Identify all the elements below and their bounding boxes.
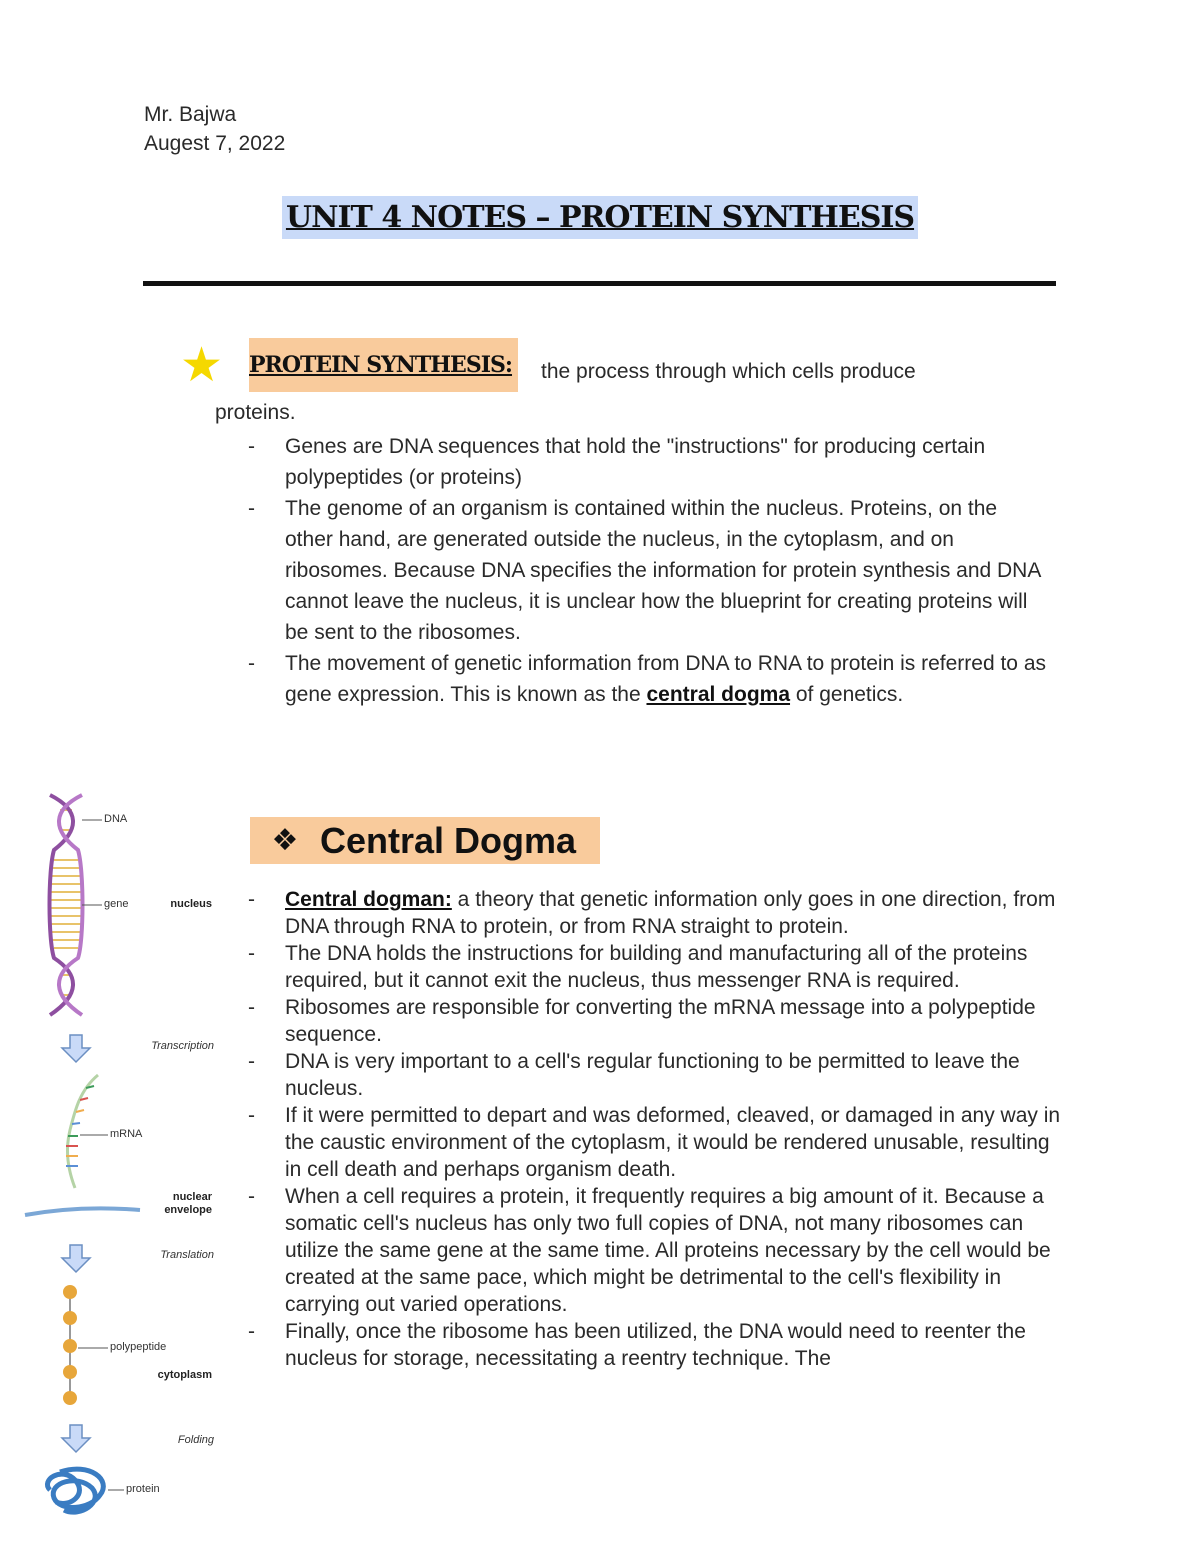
list-item: - Genes are DNA sequences that hold the "instructions" for producing certain polypeptides (or proteins) (248, 431, 1048, 493)
heading-text: Central Dogma (320, 819, 577, 861)
list-item: - The DNA holds the instructions for building and manufacturing all of the proteins required, but it cannot exit the nucleus, thus messenger RNA is required. (248, 940, 1068, 994)
star-icon: ★ (180, 339, 224, 392)
list-item (248, 648, 1048, 710)
gene-label: gene (104, 898, 129, 910)
nuclear-envelope-label (140, 1191, 212, 1217)
mrna-label: mRNA (110, 1128, 143, 1140)
protein-synthesis-term: PROTEIN SYNTHESIS: (249, 338, 518, 392)
central-dogma-term: central dogma (646, 683, 791, 706)
list-item (248, 886, 1068, 940)
nucleus-label: nucleus (170, 898, 212, 910)
down-arrow-icon (62, 1425, 90, 1452)
list-item: - Ribosomes are responsible for converting the mRNA message into a polypeptide sequence. (248, 994, 1068, 1048)
nuclear-envelope-label-line2: envelope (164, 1204, 212, 1216)
list-item: - The genome of an organism is contained within the nucleus. Proteins, on the other hand, are generated outside the nucleus, in the cytoplasm, and on ribosomes. Because DNA specifies the information for protein synthesis and DNA cannot leave the nucleus, it is unclear how the blueprint for creating proteins will be sent to the ribosomes. (248, 493, 1048, 648)
central-dogma-figure (20, 790, 230, 1530)
bullet-text: a theory that genetic information only goes in one direction, from DNA through RNA to protein, or from RNA straight to protein. (285, 888, 1056, 938)
bullet-text: The movement of genetic information from DNA to RNA to protein is referred to as gene expression. This is known as the (285, 652, 1047, 706)
polypeptide-label: polypeptide (110, 1341, 167, 1353)
central-dogma-bullets (248, 886, 1068, 1372)
bullet-text: of genetics. (790, 683, 904, 706)
list-item: - DNA is very important to a cell's regular functioning to be permitted to leave the nucleus. (248, 1048, 1068, 1102)
folding-label: Folding (177, 1434, 214, 1446)
central-dogman-term: Central dogman: (285, 888, 452, 911)
nuclear-envelope-icon (25, 1208, 140, 1215)
transcription-label: Transcription (151, 1040, 214, 1052)
central-dogma-heading (250, 817, 600, 864)
protein-label: protein (126, 1483, 160, 1495)
nuclear-envelope-label-line1: nuclear (172, 1191, 212, 1203)
protein-synthesis-bullets (248, 431, 1048, 710)
author-name: Mr. Bajwa (144, 103, 237, 126)
protein-synthesis-definition: the process through which cells produce (541, 360, 916, 383)
page-title: UNIT 4 NOTES – PROTEIN SYNTHESIS (282, 196, 918, 239)
dna-label: DNA (104, 813, 128, 825)
dna-helix-icon (50, 795, 83, 1015)
translation-label: Translation (160, 1249, 214, 1261)
cytoplasm-label: cytoplasm (157, 1369, 212, 1381)
document-header (144, 100, 285, 158)
list-item: - When a cell requires a protein, it frequently requires a big amount of it. Because a somatic cell's nucleus has only two full copies of DNA, not many ribosomes can utilize the same gene at the same time. All proteins necessary by the cell would be created at the same pace, which might be detrimental to the cell's flexibility in carrying out varied operations. (248, 1183, 1068, 1318)
document-date: Augest 7, 2022 (144, 132, 286, 155)
protein-synthesis-definition-cont: proteins. (215, 401, 296, 424)
list-item: - Finally, once the ribosome has been utilized, the DNA would need to reenter the nucleus for storage, necessitating a reentry technique. The (248, 1318, 1068, 1372)
down-arrow-icon (62, 1035, 90, 1062)
folded-protein-icon (47, 1469, 103, 1512)
diamond-bullet-icon: ❖ (271, 824, 299, 857)
horizontal-rule (143, 281, 1056, 286)
mrna-strand-icon (66, 1075, 98, 1188)
polypeptide-chain-icon (63, 1285, 77, 1405)
down-arrow-icon (62, 1245, 90, 1272)
list-item: - If it were permitted to depart and was deformed, cleaved, or damaged in any way in the caustic environment of the cytoplasm, it would be rendered unusable, resulting in cell death and perhaps organism death. (248, 1102, 1068, 1183)
title-container (0, 196, 1200, 239)
